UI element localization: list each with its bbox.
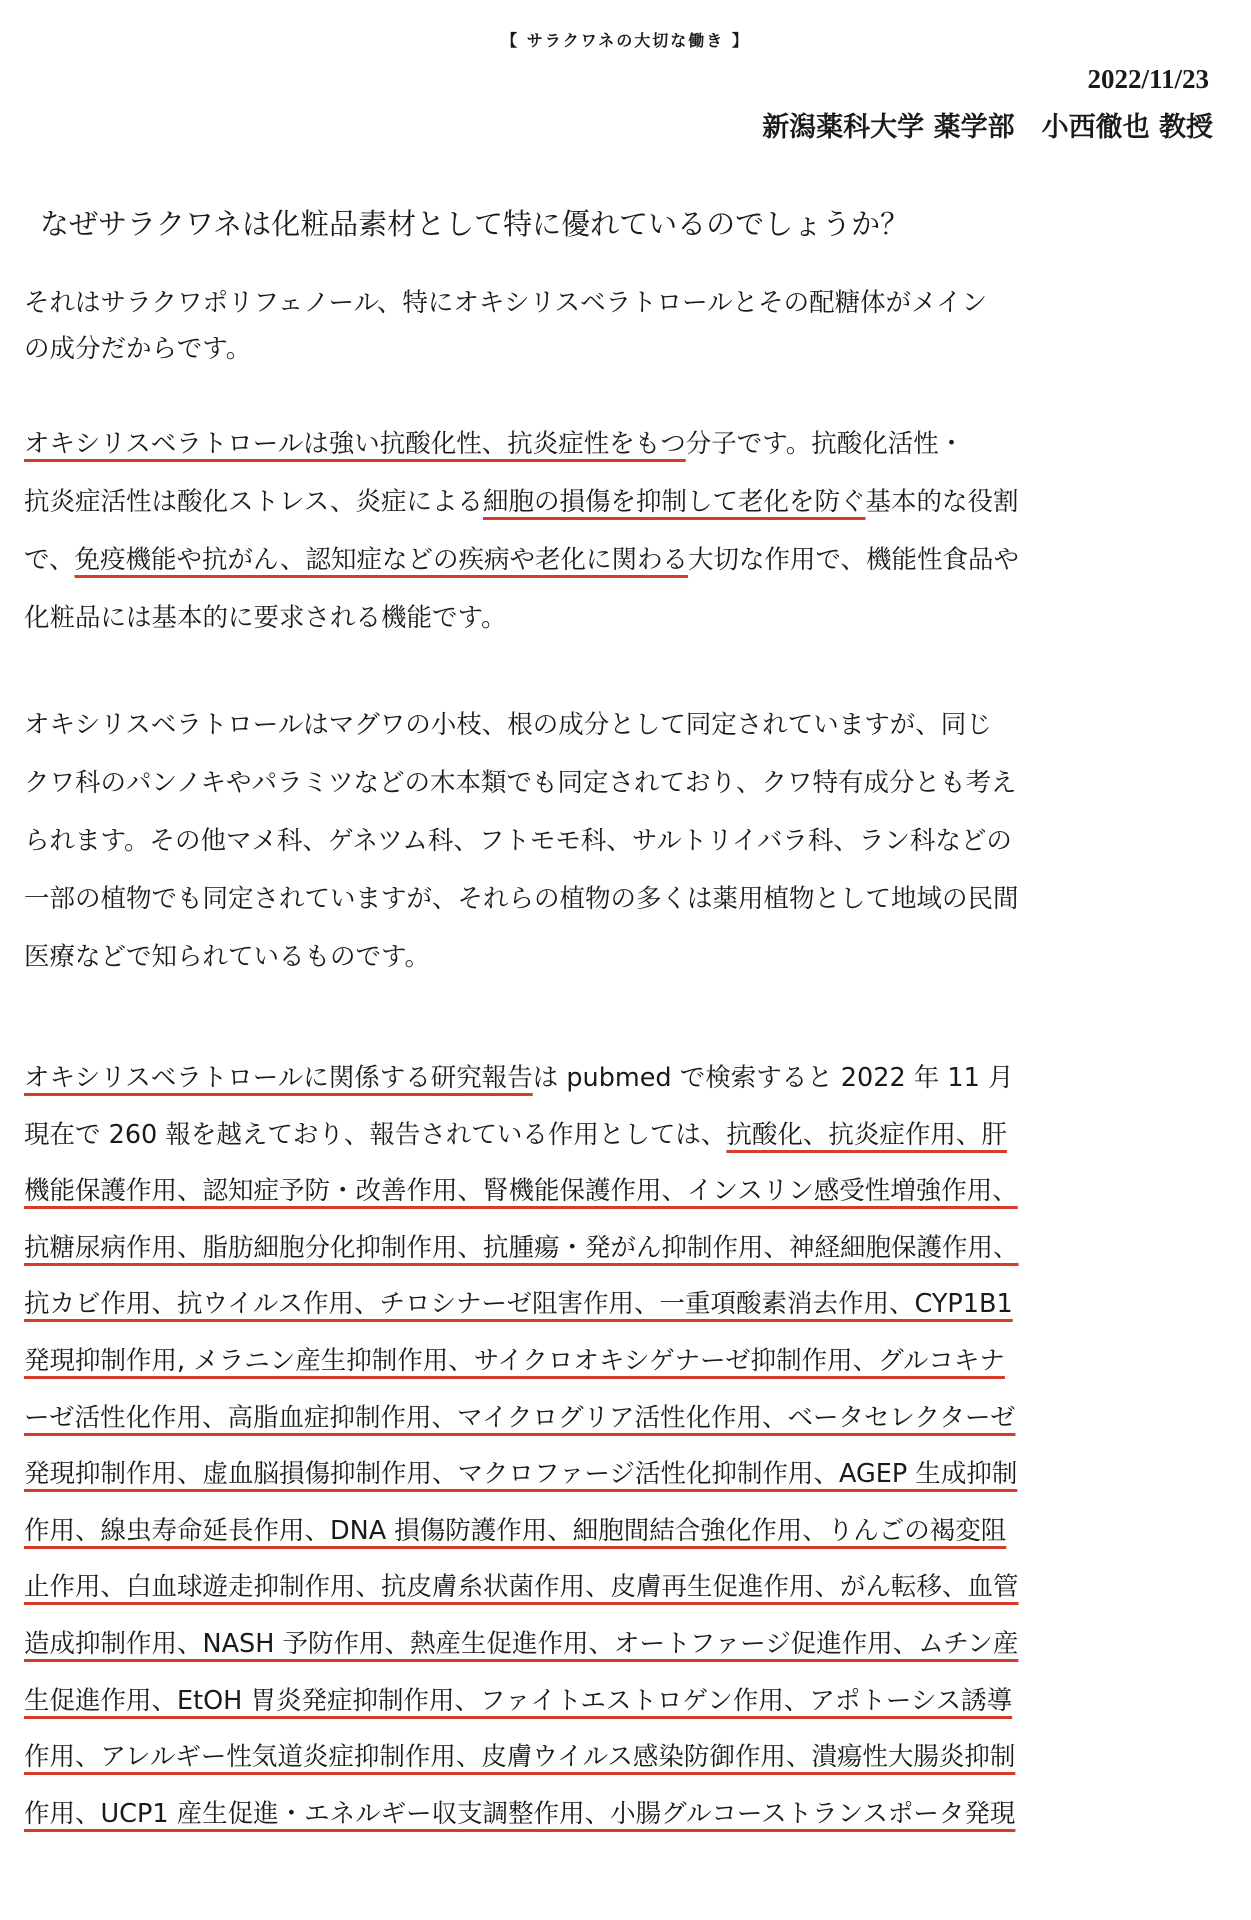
- text-span: 分子です。抗酸化活性・: [685, 429, 965, 459]
- text-span: 抗炎症活性は酸化ストレス、炎症による: [24, 487, 484, 517]
- text-span: で、: [24, 545, 75, 575]
- text-line: [24, 415, 1234, 473]
- underlined-phrase: 抗糖尿病作用、脂肪細胞分化抑制作用、抗腫瘍・発がん抑制作用、神経細胞保護作用、: [24, 1232, 1019, 1263]
- text-line: [24, 531, 1234, 589]
- underlined-phrase: 止作用、白血球遊走抑制作用、抗皮膚糸状菌作用、皮膚再生促進作用、がん転移、血管: [24, 1572, 1019, 1603]
- underlined-phrase: 発現抑制作用, メラニン産生抑制作用、サイクロオキシゲナーゼ抑制作用、グルコキナ: [24, 1345, 1005, 1376]
- text-line: [24, 1786, 1234, 1843]
- text-span: 基本的な役割: [865, 487, 1019, 517]
- text-line: 一部の植物でも同定されていますが、それらの植物の多くは薬用植物として地域の民間: [24, 884, 1019, 914]
- text-line: [24, 1220, 1234, 1277]
- text-line: [24, 1729, 1234, 1786]
- paragraph-research: [24, 1050, 1234, 1842]
- underlined-phrase: 作用、UCP1 産生促進・エネルギー収支調整作用、小腸グルコーストランスポータ発現: [24, 1798, 1016, 1829]
- underlined-phrase: オキシリスベラトロールに関係する研究報告: [24, 1063, 533, 1093]
- text-line: オキシリスベラトロールはマグワの小枝、根の成分として同定されていますが、同じ: [24, 710, 992, 740]
- text-line: [24, 1616, 1234, 1673]
- text-line: [24, 1163, 1234, 1220]
- text-span: 現在で 260 報を越えており、報告されている作用としては、: [24, 1119, 727, 1150]
- text-span: 大切な作用で、機能性食品や: [688, 545, 1020, 575]
- text-line: [24, 473, 1234, 531]
- text-line: 医療などで知られているものです。: [24, 942, 430, 972]
- underlined-phrase: オキシリスベラトロールは強い抗酸化性、抗炎症性をもつ: [24, 429, 686, 459]
- text-line: [24, 1107, 1234, 1164]
- underlined-phrase: 発現抑制作用、虚血脳損傷抑制作用、マクロファージ活性化抑制作用、AGEP 生成抑制: [24, 1459, 1018, 1490]
- text-line: クワ科のパンノキやパラミツなどの木本類でも同定されており、クワ特有成分とも考え: [24, 768, 1017, 798]
- paragraph-antioxidant: [24, 415, 1234, 647]
- document-author: 新潟薬科大学 薬学部 小西徹也 教授: [762, 112, 1213, 143]
- text-line: 化粧品には基本的に要求される機能です。: [24, 603, 507, 633]
- underlined-phrase: 作用、線虫寿命延長作用、DNA 損傷防護作用、細胞間結合強化作用、りんごの褐変阻: [24, 1515, 1007, 1546]
- text-line: られます。その他マメ科、ゲネツム科、フトモモ科、サルトリイバラ科、ラン科などの: [24, 826, 1012, 856]
- text-line: [24, 1390, 1234, 1447]
- text-line: [24, 1503, 1234, 1560]
- text-line: [24, 1050, 1234, 1107]
- underlined-phrase: 細胞の損傷を抑制して老化を防ぐ: [483, 487, 866, 517]
- text-line: それはサラクワポリフェノール、特にオキシリスベラトロールとその配糖体がメイン: [24, 288, 988, 318]
- lead-question: なぜサラクワネは化粧品素材として特に優れているのでしょうか？: [40, 207, 910, 241]
- paragraph-answer: [24, 280, 1234, 372]
- text-line: の成分だからです。: [24, 334, 252, 364]
- text-line: [24, 1446, 1234, 1503]
- document-title: 【 サラクワネの大切な働き 】: [501, 31, 750, 50]
- text-line: [24, 1276, 1234, 1333]
- text-line: [24, 1673, 1234, 1730]
- underlined-phrase: 抗カビ作用、抗ウイルス作用、チロシナーゼ阻害作用、一重項酸素消去作用、CYP1B1: [24, 1289, 1013, 1320]
- text-span: は pubmed で検索すると 2022 年 11 月: [532, 1063, 1014, 1093]
- underlined-phrase: 生促進作用、EtOH 胃炎発症抑制作用、ファイトエストロゲン作用、アポトーシス誘導: [24, 1685, 1013, 1716]
- underlined-phrase: 免疫機能や抗がん、認知症などの疾病や老化に関わる: [74, 545, 689, 575]
- underlined-phrase: 機能保護作用、認知症予防・改善作用、腎機能保護作用、インスリン感受性増強作用、: [24, 1176, 1018, 1207]
- document-date: 2022/11/23: [1087, 64, 1209, 94]
- underlined-phrase: 作用、アレルギー性気道炎症抑制作用、皮膚ウイルス感染防御作用、潰瘍性大腸炎抑制: [24, 1742, 1016, 1773]
- text-line: [24, 1559, 1234, 1616]
- underlined-phrase: 造成抑制作用、NASH 予防作用、熱産生促進作用、オートファージ促進作用、ムチン産: [24, 1628, 1019, 1659]
- paragraph-sources: [24, 696, 1234, 986]
- underlined-phrase: ーゼ活性化作用、高脂血症抑制作用、マイクログリア活性化作用、ベータセレクターゼ: [24, 1402, 1016, 1433]
- text-line: [24, 1333, 1234, 1390]
- underlined-phrase: 抗酸化、抗炎症作用、肝: [726, 1119, 1007, 1150]
